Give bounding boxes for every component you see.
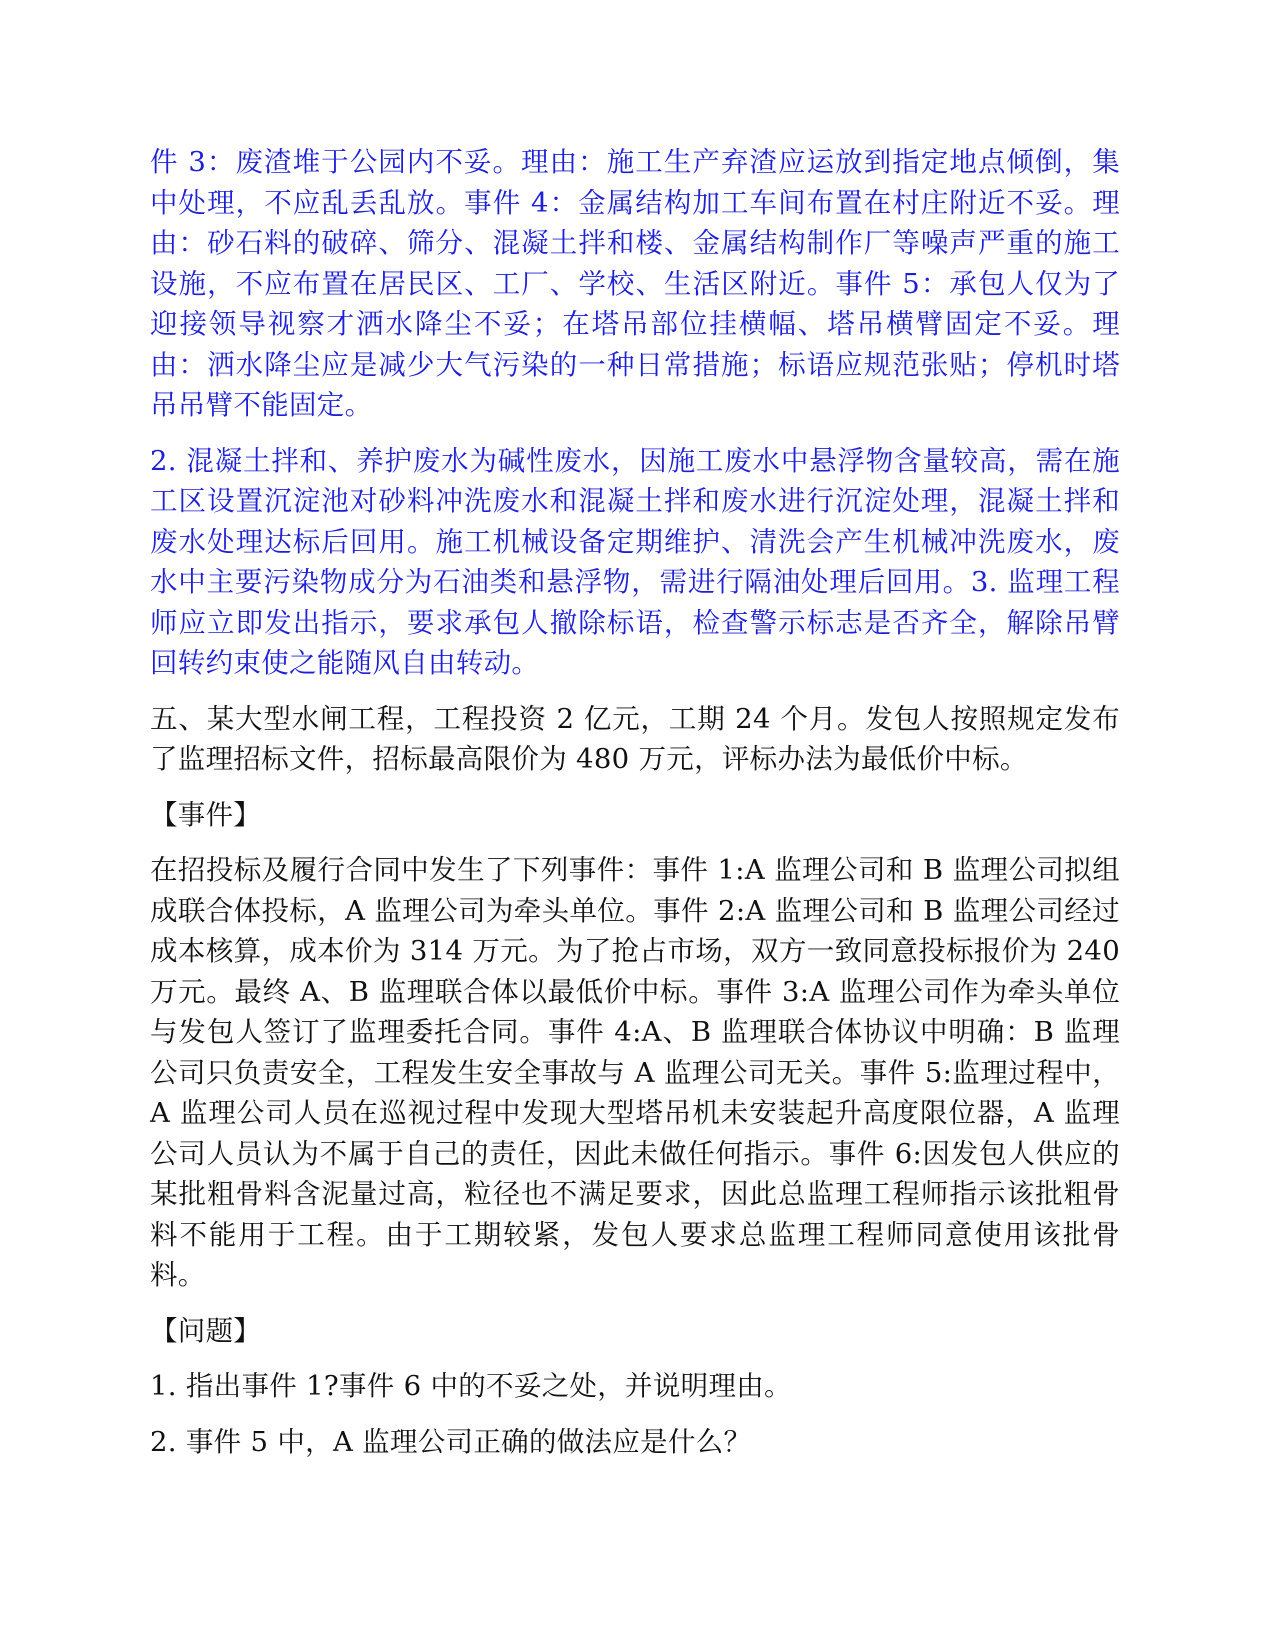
question-1: 1. 指出事件 1?事件 6 中的不妥之处，并说明理由。 (150, 1370, 792, 1402)
question-five-intro: 五、某大型水闸工程，工程投资 2 亿元，工期 24 个月。发包人按照规定发布了监理招标文件，招标最高限价为 480 万元，评标办法为最低价中标。 (150, 702, 1120, 775)
events-body: 在招投标及履行合同中发生了下列事件：事件 1:A 监理公司和 B 监理公司拟组成联合体投标，A 监理公司为牵头单位。事件 2:A 监理公司和 B 监理公司经过成本核算，成本价为 314 万元。为了抢占市场，双方一致同意投标报价为 240 万元。最终 A、B 监理联合体以最低价中标。事件 3:A 监理公司作为牵头单位与发包人签订了监理委托合同。事件 4:A、B 监理联合体协议中明确：B 监理公司只负责安全，工程发生安全事故与 A 监理公司无关。事件 5:监理过程中，A 监理公司人员在巡视过程中发现大型塔吊机未安装起升高度限位器，A 监理公司人员认为不属于自己的责任，因此未做任何指示。事件 6:因发包人供应的某批粗骨料含泥量过高，粒径也不满足要求，因此总监理工程师指示该批粗骨料不能用于工程。由于工期较紧，发包人要求总监理工程师同意使用该批骨料。 (150, 854, 1120, 1291)
answer-paragraph-events-3-5: 件 3：废渣堆于公园内不妥。理由：施工生产弃渣应运放到指定地点倾倒，集中处理，不应乱丢乱放。事件 4：金属结构加工车间布置在村庄附近不妥。理由：砂石料的破碎、筛分、混凝土拌和楼、金属结构制作厂等噪声严重的施工设施，不应布置在居民区、工厂、学校、生活区附近。事件 5：承包人仅为了迎接领导视察才洒水降尘不妥；在塔吊部位挂横幅、塔吊横臂固定不妥。理由：洒水降尘应是减少大气污染的一种日常措施；标语应规范张贴；停机时塔吊吊臂不能固定。 (150, 146, 1120, 421)
document-page (150, 142, 1120, 1477)
question-2: 2. 事件 5 中，A 监理公司正确的做法应是什么？ (150, 1425, 752, 1458)
events-heading: 【事件】 (150, 798, 262, 831)
answer-paragraph-2-3: 2. 混凝土拌和、养护废水为碱性废水，因施工废水中悬浮物含量较高，需在施工区设置沉淀池对砂料冲洗废水和混凝土拌和废水进行沉淀处理，混凝土拌和废水处理达标后回用。施工机械设备定期维护、清洗会产生机械冲洗废水，废水中主要污染物成分为石油类和悬浮物，需进行隔油处理后回用。3. 监理工程师应立即发出指示，要求承包人撤除标语，检查警示标志是否齐全，解除吊臂回转约束使之能随风自由转动。 (150, 444, 1120, 679)
questions-heading: 【问题】 (150, 1314, 262, 1347)
